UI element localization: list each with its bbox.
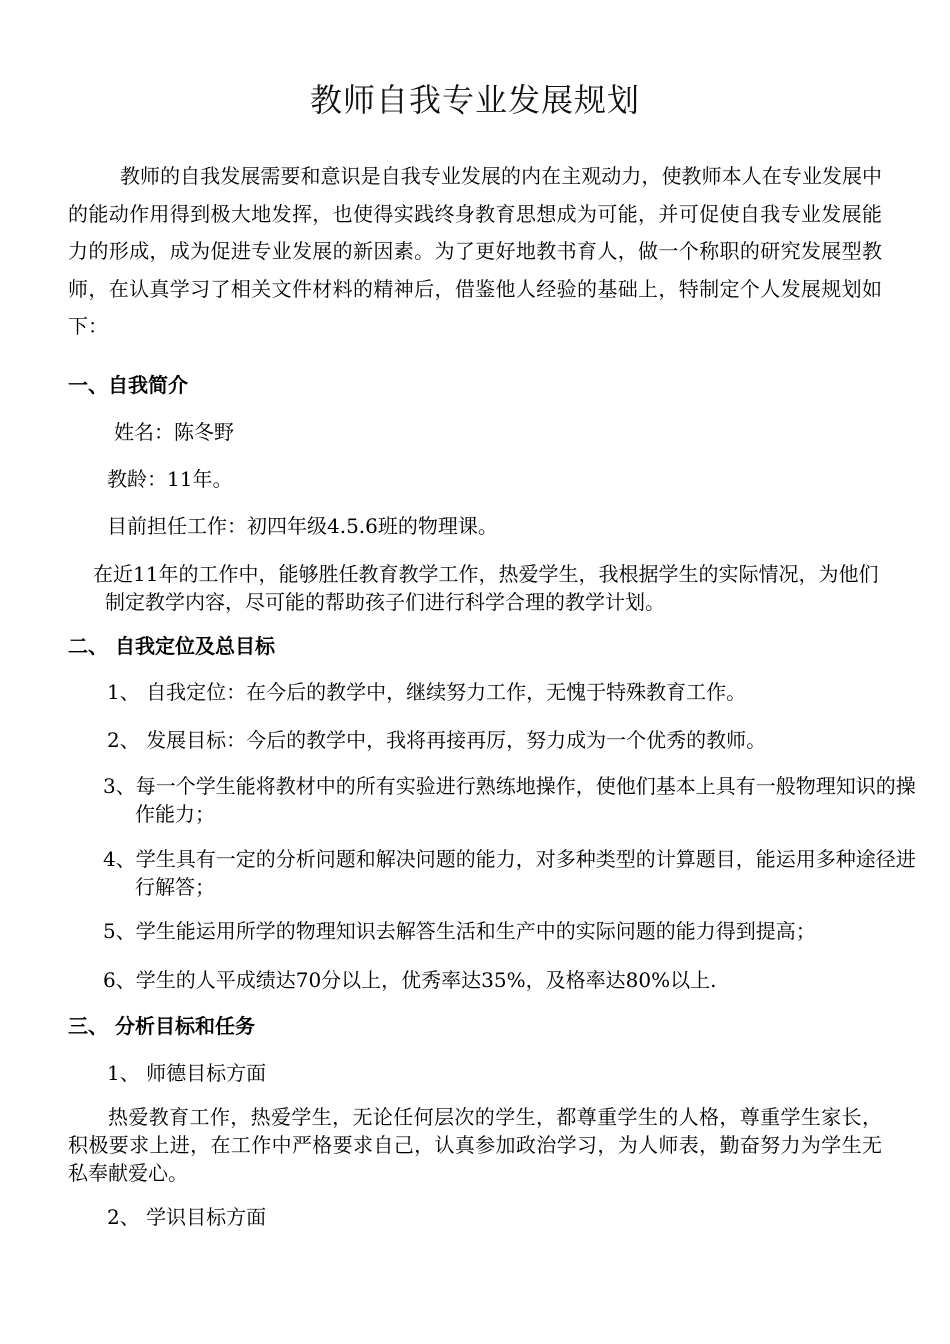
teaching-years: 教龄：11年。 (107, 467, 233, 491)
teacher-name: 姓名：陈冬野 (114, 420, 234, 444)
intro-paragraph: 教师的自我发展需要和意识是自我专业发展的内在主观动力，使教师本人在专业发展中的能动作用得到极大地发挥，也使得实践终身教育思想成为可能，并可促使自我专业发展能力的形成，成为促进专业发展的新因素。为了更好地教书育人，做一个称职的研究发展型教师，在认真学习了相关文件材料的精神后，借鉴他人经验的基础上，特制定个人发展规划如下： (68, 164, 882, 338)
section-1-heading: 一、自我简介 (68, 373, 188, 397)
section-2-heading: 二、 自我定位及总目标 (68, 634, 275, 658)
section-3-heading: 三、 分析目标和任务 (68, 1014, 255, 1038)
goal-item-4: 4、学生具有一定的分析问题和解决问题的能力，对多种类型的计算题目，能运用多种途径进行解答； (103, 847, 916, 899)
goal-item-6: 6、学生的人平成绩达70分以上，优秀率达35%，及格率达80%以上. (103, 968, 717, 992)
ethics-goal-text: 热爱教育工作，热爱学生，无论任何层次的学生，都尊重学生的人格，尊重学生家长，积极要求上进，在工作中严格要求自己，认真参加政治学习，为人师表，勤奋努力为学生无私奉献爱心。 (68, 1105, 882, 1185)
document-title: 教师自我专业发展规划 (309, 81, 640, 119)
goal-item-2: 2、 发展目标：今后的教学中，我将再接再厉，努力成为一个优秀的教师。 (107, 728, 767, 752)
knowledge-goal-heading: 2、 学识目标方面 (107, 1205, 267, 1229)
current-work: 目前担任工作：初四年级4.5.6班的物理课。 (107, 514, 498, 538)
goal-item-5: 5、学生能运用所学的物理知识去解答生活和生产中的实际问题的能力得到提高； (103, 919, 816, 943)
ethics-goal-heading: 1、 师德目标方面 (107, 1061, 267, 1085)
goal-item-3: 3、每一个学生能将教材中的所有实验进行熟练地操作，使他们基本上具有一般物理知识的操作能力； (103, 774, 916, 826)
experience-summary: 在近11年的工作中，能够胜任教育教学工作，热爱学生，我根据学生的实际情况，为他们制定教学内容，尽可能的帮助孩子们进行科学合理的教学计划。 (93, 562, 879, 614)
goal-item-1: 1、 自我定位：在今后的教学中，继续努力工作，无愧于特殊教育工作。 (107, 680, 747, 704)
